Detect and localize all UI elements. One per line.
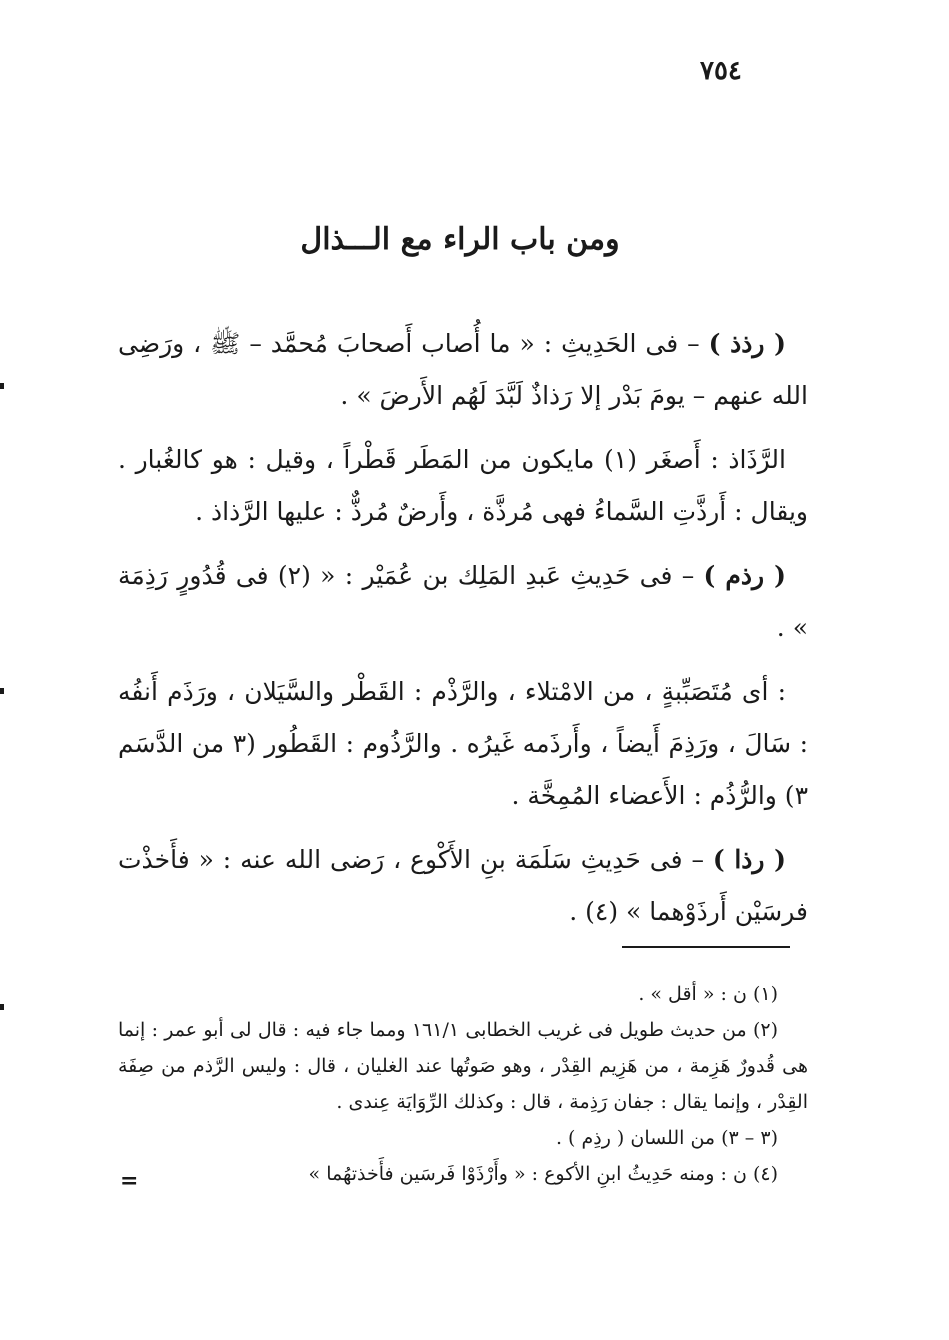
page-number: ٧٥٤	[700, 56, 742, 86]
main-text	[118, 318, 808, 950]
entry-paragraph	[118, 434, 808, 538]
entry-paragraph	[118, 834, 808, 938]
entry-text: – فى حَدِيثِ عَبدِ المَلِك بن عُمَيْر : « (٢) فى قُدُورٍ رَذِمَة » .	[118, 561, 808, 642]
scan-edge-mark	[0, 1004, 4, 1010]
entry-text: – فى الحَدِيثِ : « ما أُصاب أَصحابَ مُحمَّد – ﷺ ، ورَضِى الله عنهم – يومَ بَدْر إلا رَذاذٌ لَبَّدَ لَهُم الأَرضَ » .	[118, 329, 808, 410]
footnote: (١) ن : « أقل » .	[638, 983, 778, 1005]
footnote-separator	[622, 946, 790, 948]
footnote: (٣ – ٣) من اللسان ( رذِم ) .	[555, 1127, 778, 1149]
entry-root-term: ( رذا )	[712, 845, 786, 874]
entry-paragraph	[118, 666, 808, 822]
entry-text: – فى حَدِيثِ سَلَمَة بنِ الأَكْوع ، رَضى الله عنه : « فأَخذْت فرسَيْن أَرذَوْهما » (٤) .	[118, 845, 808, 926]
footnote: (٤) ن : ومنه حَدِيثُ ابنِ الأكوع : « وأَرْذَوْا فَرسَين فأَخذتهُما »	[308, 1163, 778, 1185]
scan-edge-mark	[0, 688, 4, 694]
footnote: (٢) من حديث طويل فى غريب الخطابى ١٦١/١ ومما جاء فيه : قال لى أبو عمر : إنما هى قُدورٌ هَزِمة ، من هَزِيم القِدْر ، وهو صَوتُها عند الغليان ، قال : وليس الرَّذم من صِفَة القِدْر ، وإنما يقال : جفان رَذِمة ، قال : وكذلك الرِّوَايَة عِندى .	[118, 1019, 808, 1113]
footnotes	[118, 976, 808, 1192]
entry-root-term: ( رذم )	[703, 561, 786, 590]
entry-root-term: ( رذذ )	[708, 329, 787, 358]
section-heading: ومن باب الراء مع الـــذال	[300, 222, 620, 257]
scan-edge-mark	[0, 383, 4, 389]
entry-paragraph	[118, 550, 808, 654]
entry-paragraph	[118, 318, 808, 422]
entry-text: الرَّذَاذ : أَصغَر (١) مايكون من المَطَر قَطْراً ، وقيل : هو كالغُبار . ويقال : أَرذَّتِ السَّماءُ فهى مُرذَّة ، وأَرضٌ مُرذٌّ : عليها الرَّذاذ .	[118, 445, 808, 526]
continuation-mark: =	[120, 1168, 139, 1194]
entry-text: : أى مُتَصَبِّبةٍ ، من الامْتلاء ، والرَّذْم : القَطْر والسَّيَلان ، ورَذَم أَنفُه : سَالَ ، ورَذِمَ أَيضاً ، وأَرذَمه غَيرُه . والرَّذُوم : القَطُور (٣ من الدَّسَم ٣) والرُّذُم : الأَعضاء المُمِخَّة .	[118, 677, 808, 810]
